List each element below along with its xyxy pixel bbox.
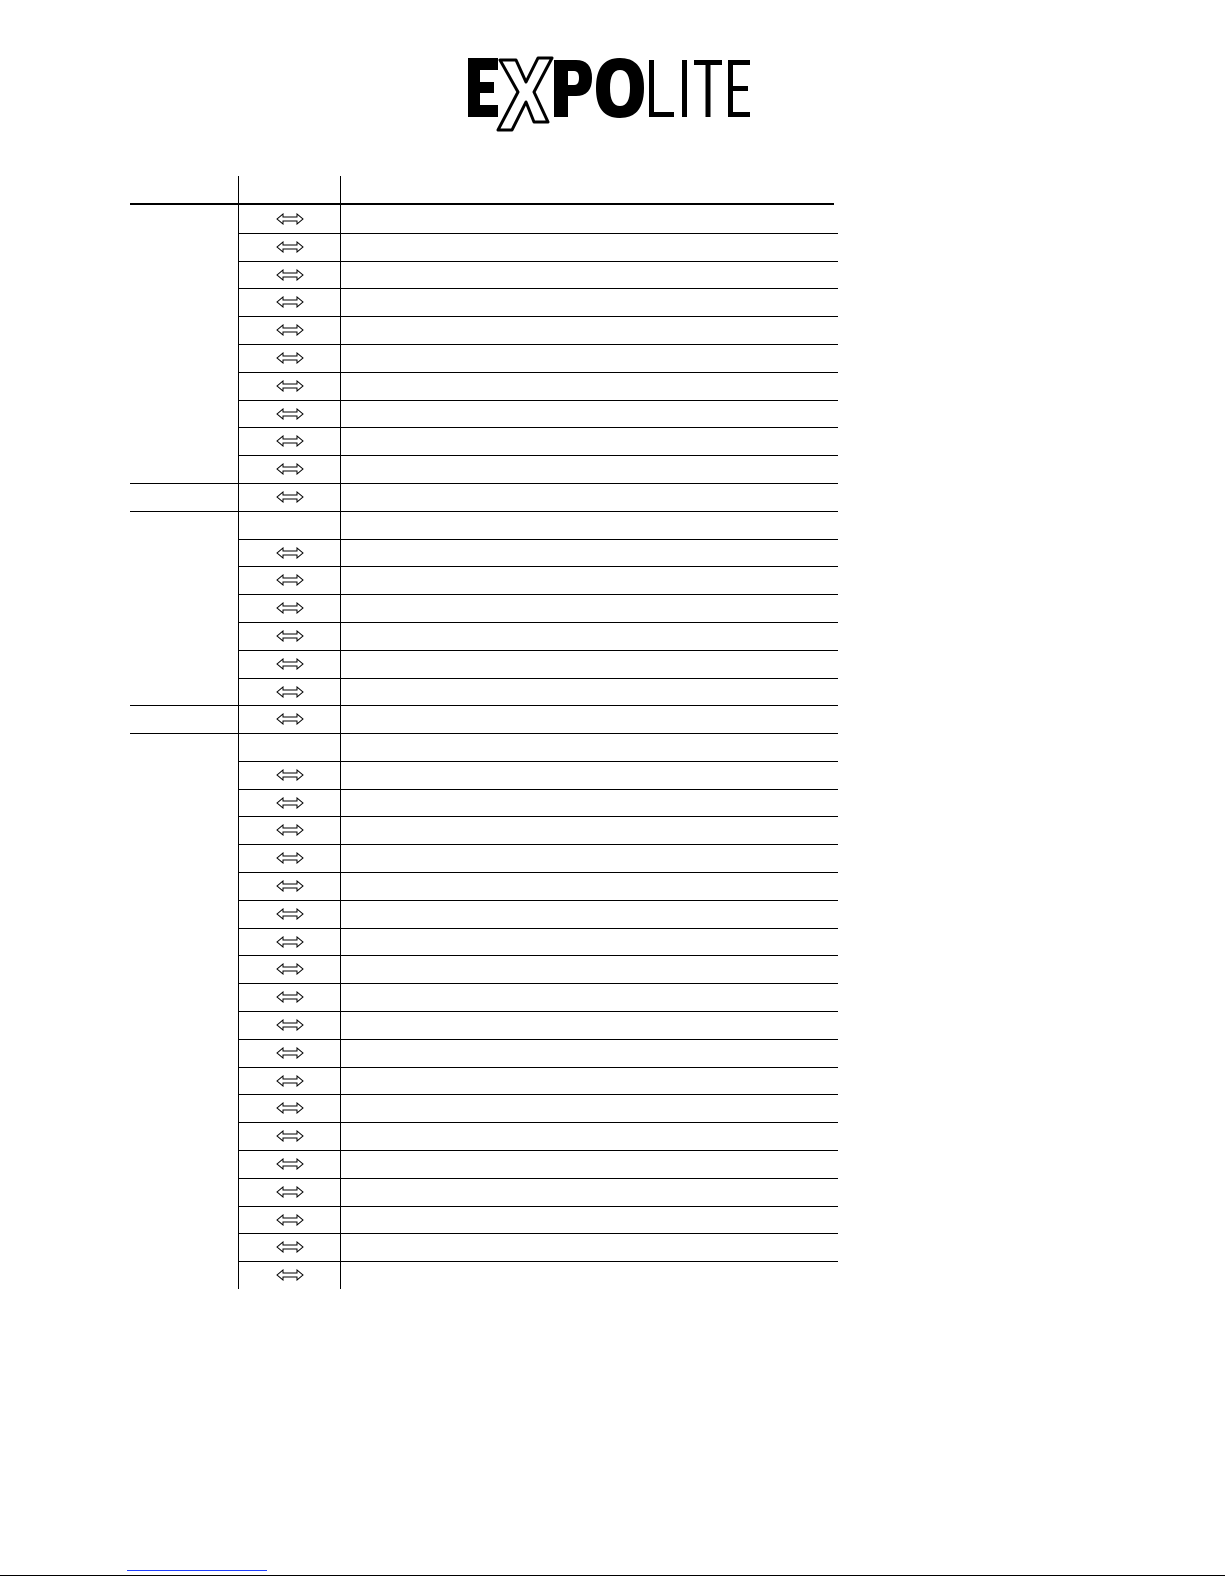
table-row xyxy=(240,761,340,789)
table-row xyxy=(240,844,340,872)
footer-link-underline[interactable] xyxy=(127,1570,267,1571)
table-row xyxy=(240,400,340,428)
table-row xyxy=(240,288,340,316)
table-row xyxy=(240,1261,340,1289)
table-row xyxy=(240,233,340,261)
double-arrow-icon xyxy=(276,1214,304,1226)
table-row xyxy=(240,1094,340,1122)
table-row xyxy=(240,1233,340,1261)
table-row-empty xyxy=(240,511,340,539)
table-row xyxy=(240,900,340,928)
table-row xyxy=(240,872,340,900)
double-arrow-icon xyxy=(276,686,304,698)
table-row xyxy=(240,1039,340,1067)
double-arrow-icon xyxy=(276,1241,304,1253)
footer-rule xyxy=(0,1575,1225,1576)
double-arrow-icon xyxy=(276,963,304,975)
double-arrow-icon xyxy=(276,547,304,559)
table-row xyxy=(240,594,340,622)
table-row xyxy=(240,650,340,678)
double-arrow-icon xyxy=(276,491,304,503)
table-row xyxy=(240,1122,340,1150)
table-row xyxy=(240,789,340,817)
table-row xyxy=(240,1067,340,1095)
double-arrow-icon xyxy=(276,324,304,336)
double-arrow-icon xyxy=(276,880,304,892)
table-row xyxy=(240,205,340,233)
table-row xyxy=(240,483,340,511)
table-row xyxy=(240,427,340,455)
double-arrow-icon xyxy=(276,463,304,475)
double-arrow-icon xyxy=(276,713,304,725)
double-arrow-icon xyxy=(276,797,304,809)
double-arrow-icon xyxy=(276,435,304,447)
double-arrow-icon xyxy=(276,908,304,920)
table-row xyxy=(240,955,340,983)
double-arrow-icon xyxy=(276,1047,304,1059)
table-row xyxy=(240,344,340,372)
double-arrow-icon xyxy=(276,1130,304,1142)
double-arrow-icon xyxy=(276,352,304,364)
double-arrow-icon xyxy=(276,1019,304,1031)
double-arrow-icon xyxy=(276,852,304,864)
double-arrow-icon xyxy=(276,658,304,670)
double-arrow-icon xyxy=(276,602,304,614)
double-arrow-icon xyxy=(276,1158,304,1170)
table-row xyxy=(240,372,340,400)
double-arrow-icon xyxy=(276,769,304,781)
row-rule xyxy=(130,511,838,512)
double-arrow-icon xyxy=(276,1102,304,1114)
table-row xyxy=(240,816,340,844)
double-arrow-icon xyxy=(276,1269,304,1281)
table-row xyxy=(240,316,340,344)
double-arrow-icon xyxy=(276,296,304,308)
double-arrow-icon xyxy=(276,1186,304,1198)
double-arrow-icon xyxy=(276,630,304,642)
double-arrow-icon xyxy=(276,936,304,948)
table-row xyxy=(240,261,340,289)
double-arrow-icon xyxy=(276,380,304,392)
row-rule xyxy=(130,705,838,706)
table-row-empty xyxy=(240,733,340,761)
table-row xyxy=(240,983,340,1011)
table-row xyxy=(240,1178,340,1206)
double-arrow-icon xyxy=(276,1075,304,1087)
table-row xyxy=(240,928,340,956)
table-row xyxy=(240,622,340,650)
table-row xyxy=(240,539,340,567)
double-arrow-icon xyxy=(276,574,304,586)
row-rule xyxy=(130,483,838,484)
double-arrow-icon xyxy=(276,213,304,225)
table-row xyxy=(240,455,340,483)
table-row xyxy=(240,1150,340,1178)
double-arrow-icon xyxy=(276,991,304,1003)
double-arrow-icon xyxy=(276,824,304,836)
table-row xyxy=(240,705,340,733)
header-rule xyxy=(130,203,834,205)
table-row xyxy=(240,678,340,706)
double-arrow-icon xyxy=(276,408,304,420)
table-row xyxy=(240,566,340,594)
row-rule xyxy=(130,733,838,734)
double-arrow-icon xyxy=(276,241,304,253)
table-row xyxy=(240,1011,340,1039)
double-arrow-icon xyxy=(276,269,304,281)
table-row xyxy=(240,1206,340,1234)
